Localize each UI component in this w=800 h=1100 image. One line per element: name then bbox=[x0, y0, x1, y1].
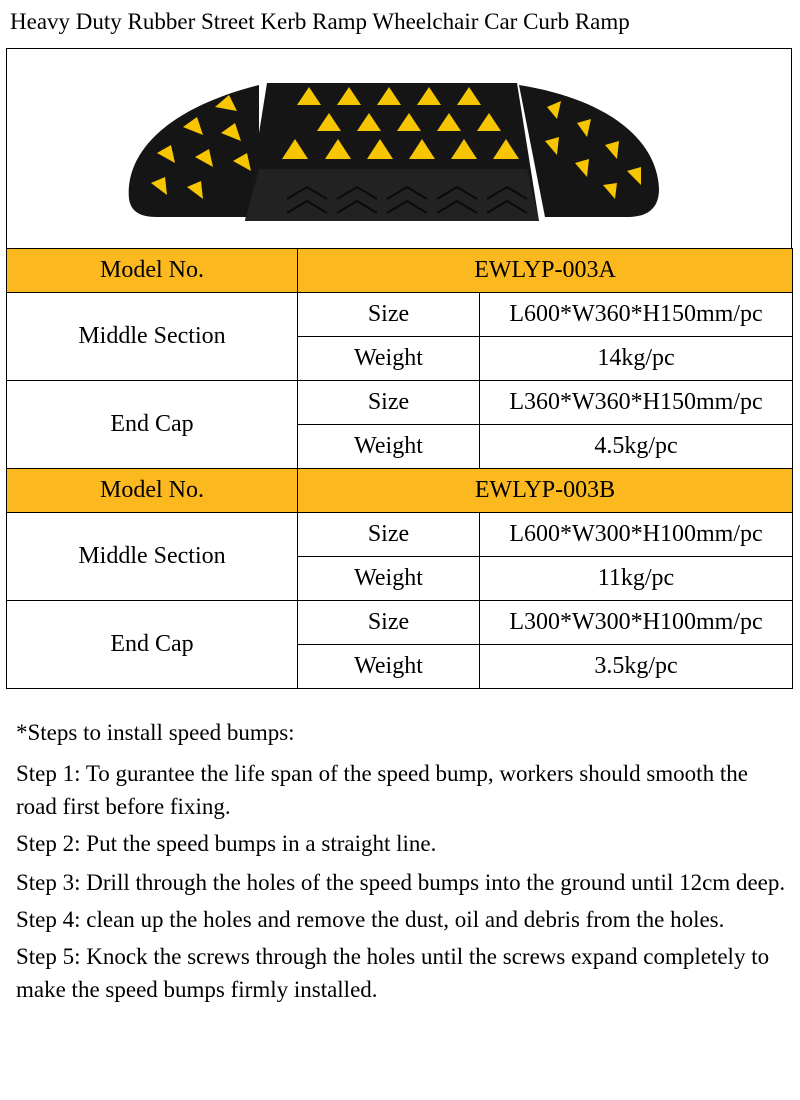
section-name: End Cap bbox=[7, 601, 298, 689]
step-item: Step 1: To gurantee the life span of the speed bump, workers should smooth the road first before fixing. bbox=[16, 761, 748, 819]
model-header-row bbox=[7, 469, 793, 513]
model-label: Model No. bbox=[7, 469, 298, 513]
section-name: End Cap bbox=[7, 381, 298, 469]
step-item: Step 4: clean up the holes and remove the dust, oil and debris from the holes. bbox=[16, 907, 725, 932]
kerb-ramp-photo bbox=[7, 49, 793, 249]
attribute-value: 4.5kg/pc bbox=[480, 425, 793, 469]
step-item: Step 3: Drill through the holes of the speed bumps into the ground until 12cm deep. bbox=[16, 870, 786, 895]
table-row bbox=[7, 293, 793, 337]
steps-heading: *Steps to install speed bumps: bbox=[16, 720, 295, 745]
attribute-key: Weight bbox=[298, 425, 480, 469]
attribute-value: L600*W360*H150mm/pc bbox=[480, 293, 793, 337]
attribute-key: Size bbox=[298, 513, 480, 557]
attribute-key: Size bbox=[298, 381, 480, 425]
attribute-key: Size bbox=[298, 601, 480, 645]
attribute-key: Weight bbox=[298, 557, 480, 601]
left-end-cap bbox=[129, 85, 259, 217]
section-name: Middle Section bbox=[7, 293, 298, 381]
attribute-key: Weight bbox=[298, 645, 480, 689]
model-header-row bbox=[7, 249, 793, 293]
attribute-value: 3.5kg/pc bbox=[480, 645, 793, 689]
step-item: Step 5: Knock the screws through the holes until the screws expand completely to make the speed bumps firmly installed. bbox=[16, 944, 770, 1002]
specification-table bbox=[6, 248, 793, 689]
table-row bbox=[7, 381, 793, 425]
right-end-cap bbox=[519, 85, 659, 217]
attribute-key: Weight bbox=[298, 337, 480, 381]
step-item: Step 2: Put the speed bumps in a straight line. bbox=[16, 831, 437, 856]
attribute-value: L600*W300*H100mm/pc bbox=[480, 513, 793, 557]
install-steps bbox=[16, 716, 786, 1010]
model-value: EWLYP-003A bbox=[298, 249, 793, 293]
attribute-value: L300*W300*H100mm/pc bbox=[480, 601, 793, 645]
product-photo-frame bbox=[6, 48, 792, 248]
attribute-value: 14kg/pc bbox=[480, 337, 793, 381]
page-title: Heavy Duty Rubber Street Kerb Ramp Wheelchair Car Curb Ramp bbox=[10, 9, 630, 34]
attribute-value: 11kg/pc bbox=[480, 557, 793, 601]
model-label: Model No. bbox=[7, 249, 298, 293]
table-row bbox=[7, 601, 793, 645]
attribute-value: L360*W360*H150mm/pc bbox=[480, 381, 793, 425]
section-name: Middle Section bbox=[7, 513, 298, 601]
model-value: EWLYP-003B bbox=[298, 469, 793, 513]
attribute-key: Size bbox=[298, 293, 480, 337]
table-row bbox=[7, 513, 793, 557]
